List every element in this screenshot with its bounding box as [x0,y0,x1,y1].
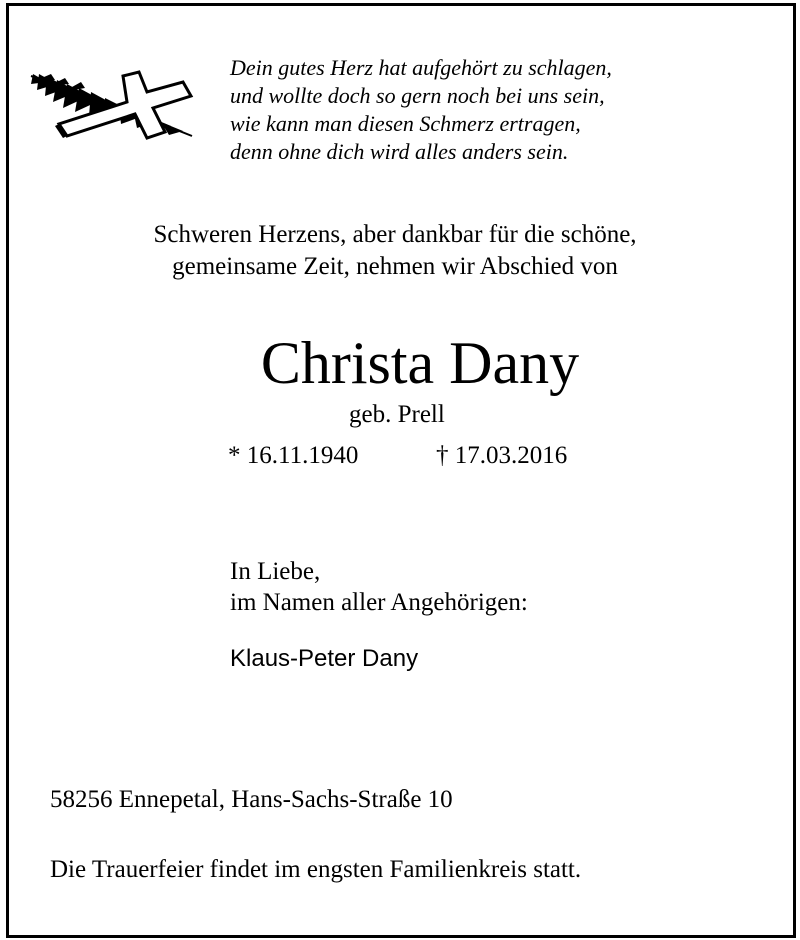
poem-line: Dein gutes Herz hat aufgehört zu schlagen, [230,55,612,80]
intro-text [0,219,790,283]
deceased-name: Christa Dany [260,330,580,396]
cross-with-palm-frond-icon [27,70,197,142]
birth-date: * 16.11.1940 [228,442,359,469]
poem-line: wie kann man diesen Schmerz ertragen, [230,111,581,136]
poem-line: und wollte doch so gern noch bei uns sein, [230,83,605,108]
intro-line: Schweren Herzens, aber dankbar für die schöne, [153,221,637,248]
ceremony-note: Die Trauerfeier findet im engsten Familienkreis statt. [50,856,582,883]
maiden-name: geb. Prell [349,401,445,428]
death-date: † 17.03.2016 [436,442,568,469]
poem-line: denn ohne dich wird alles anders sein. [230,139,569,164]
intro-line: gemeinsame Zeit, nehmen wir Abschied von [172,253,618,280]
signer-name: Klaus-Peter Dany [230,645,419,672]
family-address: 58256 Ennepetal, Hans-Sachs-Straße 10 [50,786,453,813]
signoff [230,556,528,618]
poem [230,54,612,166]
signoff-line: im Namen aller Angehörigen: [230,589,528,616]
signoff-line: In Liebe, [230,558,321,585]
